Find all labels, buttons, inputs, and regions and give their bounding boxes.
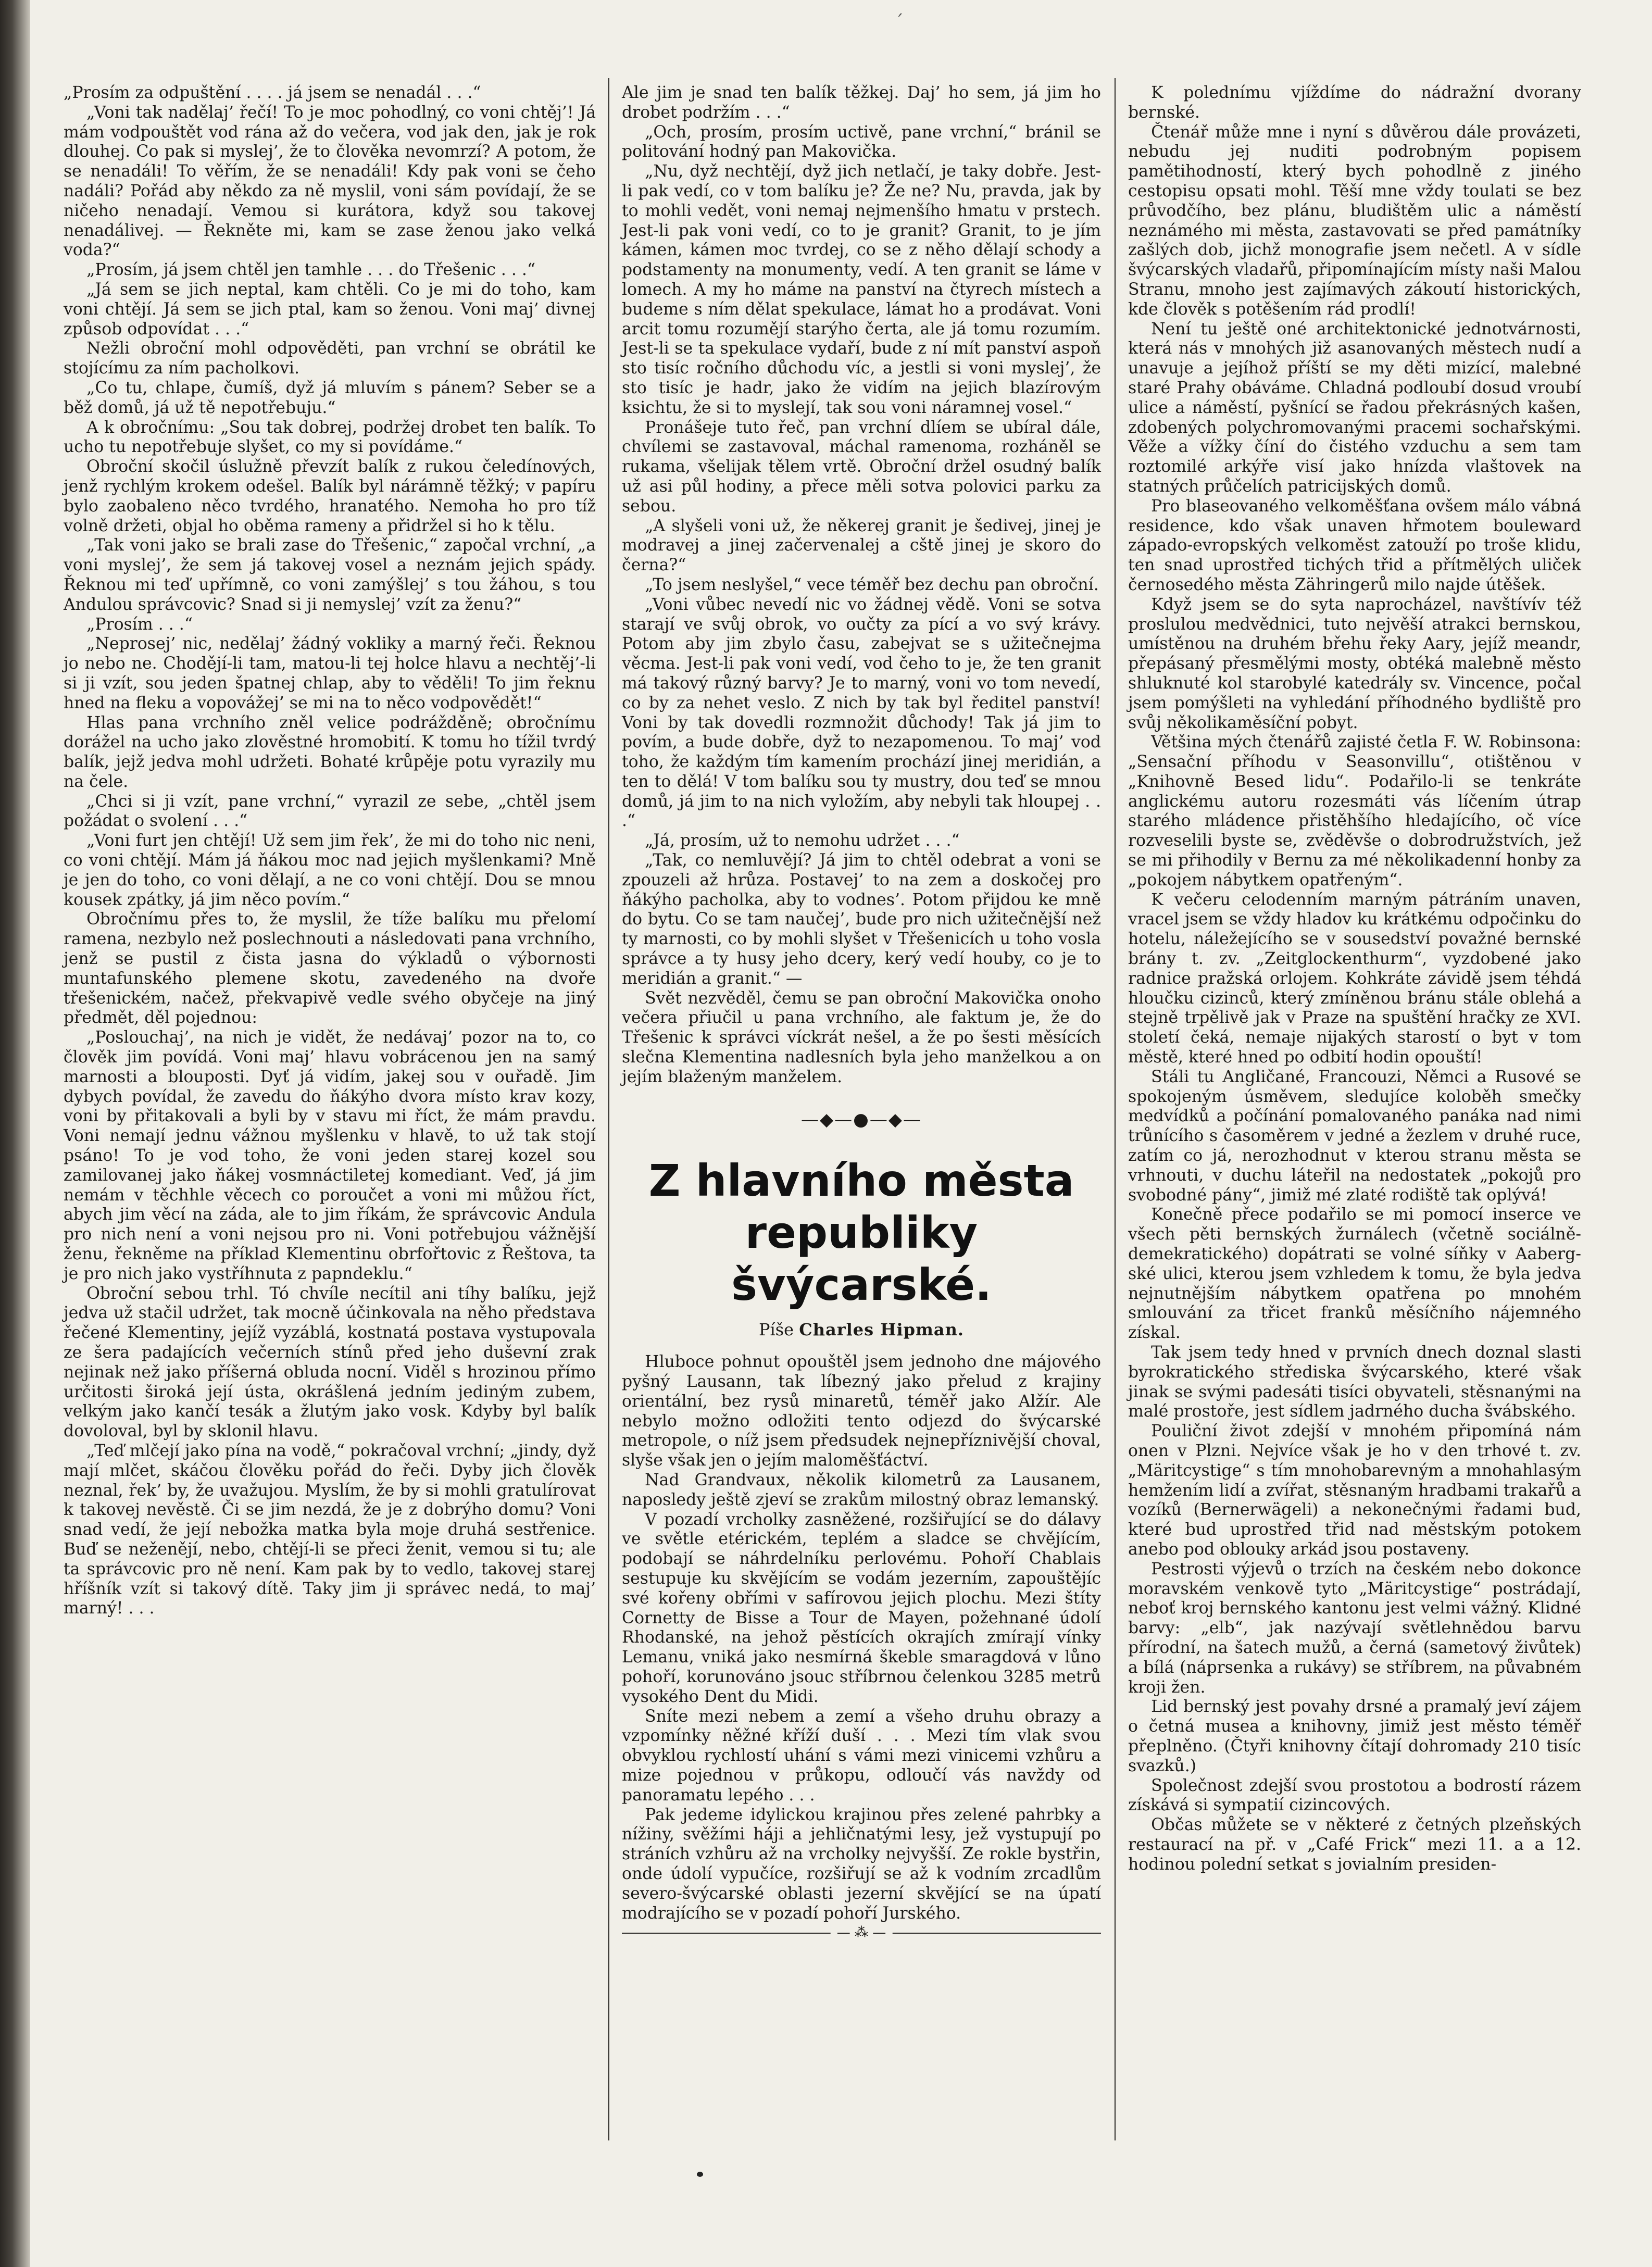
column-1 bbox=[64, 83, 596, 1619]
page-binding-edge bbox=[0, 0, 30, 2267]
paragraph: „Voni tak nadělaj’ řečí! To je moc pohodlný, co voni chtěj’! Já mám vodpouštět vod rána až do večera, vod jak den, jak je rok dlouhej. Co pak si myslej’, že to člověka nevomrzí? A potom, že se nenadáli! To věřím, že se nenadáli! Kdy pak voni se čeho nadáli? Pořád aby někdo za ně myslil, voni sám povídají, že se ničeho nenadají. Vemou si kurátora, když sou takovej nenadálivej. — Řekněte mi, kam se zase ženou jako velká voda?“ bbox=[64, 103, 596, 260]
paragraph: „Prosím, já jsem chtěl jen tamhle . . . do Třešenic . . .“ bbox=[86, 260, 536, 280]
end-rule: — ⁂ — bbox=[622, 1933, 1101, 1934]
paragraph: Svět nezvěděl, čemu se pan obroční Makovička onoho večera přiučil u pana vrchního, ale faktum je, že do Třešenic k správci víckrát nešel, a že po šesti měsících slečna Klementina nadlesních byla jeho manželkou a on jejím blaženým manželem. bbox=[622, 988, 1101, 1086]
paragraph: „Och, prosím, prosím uctivě, pane vrchní,“ bránil se politování hodný pan Makovička. bbox=[622, 122, 1101, 161]
article-headline: Z hlavního města republiky švýcarské. bbox=[648, 1155, 1074, 1311]
paragraph: Pestrosti výjevů o trzích na českém nebo dokonce moravském venkově tyto „Märitcystige“ postrádají, neboť kroj bernského kantonu jest velmi vážný. Klidné barvy: „elb“, jak nazývají světlehnědou barvu přírodní, na šatech mužů, a černá (sametový živůtek) a bílá (náprsenka a rukávy) se stříbrem, na půvabném kroji žen. bbox=[1128, 1559, 1581, 1697]
paragraph: Když jsem se do syta naprocházel, navštívív též proslulou medvědnici, tuto nejvěší atrakci bernskou, umístěnou na druhém břehu řeky Aary, jejíž meandr, přepásaný přesmělými mosty, obtéká malebně město shluknuté kol starobylé katedrály sv. Vincence, počal jsem pomýšleti na vyhledání příhodného bydliště pro svůj několikaměsíční pobyt. bbox=[1128, 595, 1581, 732]
paragraph: Čtenář může mne i nyní s důvěrou dále provázeti, nebudu jej nuditi podrobným popisem pamětihodností, který bych pohodlně z jiného cestopisu opsati mohl. Těší mne vždy toulati se bez průvodčího, bez plánu, bludištěm ulic a náměstí neznámého mi města, zastavovati se před památníky zašlých dob, jichž monografie jsem nečetl. A v sídle švýcarských vladařů, připomínajícím místy naši Malou Stranu, mnoho jest zajímavých zákoutí historických, kde člověk s potěšením rád prodlí! bbox=[1128, 122, 1581, 319]
paragraph: Tak jsem tedy hned v prvních dnech doznal slasti byrokratického střediska švýcarského, které však jinak se svými padesáti tisíci obyvateli, stěsnanými na malé prostoře, jest sídlem jadrného ducha švábského. bbox=[1128, 1343, 1581, 1421]
column-rule-1 bbox=[608, 78, 609, 2140]
paragraph: „Voni furt jen chtějí! Už sem jim řek’, že mi do toho nic neni, co voni chtějí. Mám já ňákou moc nad jejich myšlenkami? Mně je jen do toho, co voni dělají, a ne co voni chtějí. Dou se mnou kousek zpátky, já jim něco povím.“ bbox=[64, 831, 596, 909]
paragraph: „To jsem neslyšel,“ vece téměř bez dechu pan obroční. bbox=[645, 575, 1099, 594]
story-continuation bbox=[622, 83, 1101, 1087]
paragraph: Občas můžete se v některé z četných plzeňských restaurací na př. v „Café Frick“ mezi 11. a a 12. hodinou polední setkat s jovialním presiden- bbox=[1128, 1815, 1581, 1874]
paragraph: Stáli tu Angličané, Francouzi, Němci a Rusové se spokojeným úsměvem, sledujíce koloběh smečky medvídků a počínání pomalovaného panáka nad nimi trůnícího s časoměrem v jedné a žezlem v druhé ruce, zatím co já, nerozhodnut v kterou stranu města se vrhnouti, v duchu láteřil na nedostatek „pokojů pro svobodné pány“, jimiž mé zlaté rodiště tak oplývá! bbox=[1128, 1067, 1581, 1205]
paragraph: K polednímu vjíždíme do nádražní dvorany bernské. bbox=[1128, 83, 1581, 122]
paragraph: Obročnímu přes to, že myslil, že tíže balíku mu přelomí ramena, nezbylo než poslechnouti a následovati pana vrchního, jenž se pustil z čista jasna do výkladů o výbornosti muntafunského plemene skotu, zavedeného na dvoře třešenickém, načež, překvapivě vedle svého obyčeje na jiný předmět, děl pojednou: bbox=[64, 910, 596, 1028]
column-3 bbox=[1128, 83, 1581, 1875]
paragraph: V pozadí vrcholky zasněžené, rozšiřující se do dálavy ve světle etérickém, teplém a sladce se chvějícím, podobají se náhrdelníku perlovému. Pohoří Chablais sestupuje ku skvějícím se vodám jezerním, zapouštějíc své kořeny obřími v safírovou jejich plochu. Mezi štíty Cornetty de Bisse a Tour de Mayen, požehnané údolí Rhodanské, na jehož pěstících okrajích zmírají vínky Lemanu, vniká jako nesmírná škeble smaragdová v lůno pohoří, korunováno jsouc stříbrnou čelenkou 3285 metrů vysokého Dent du Midi. bbox=[622, 1510, 1101, 1706]
paragraph: Pro blaseovaného velkoměšťana ovšem málo vábná residence, kdo však unaven hřmotem bouleward západo-evropských velkoměst zatouží po troše klidu, ten snad uprostřed tichých třid a přítmělých uliček černosedého města Zähringerů milo najde útěšek. bbox=[1128, 496, 1581, 594]
paragraph: Obroční skočil úslužně převzít balík z rukou čeledínových, jenž rychlým krokem odešel. Balík byl nárámně těžký; v papíru bylo zaobaleno něco tvrdého, hranatého. Nemoha ho pro tíž volně držeti, objal ho oběma rameny a přidržel si ho k tělu. bbox=[64, 457, 596, 535]
paragraph: „Teď mlčejí jako pína na vodě,“ pokračoval vrchní; „jindy, dyž mají mlčet, skáčou člověku pořád do řeči. Dyby jich člověk neznal, řek’ by, že uvažujou. Myslím, že by si mohli gratulírovat k takovej nevěstě. Či se jim nezdá, že je z dobrýho domu? Voni snad vedí, že její nebožka matka byla moje druhá sestřenice. Buď se neženějí, nebo, chtějí-li se přeci ženit, vemou si tu; ale ta správcovic pro ně není. Kam pak by to vedlo, takovej starej hříšník vzít si takový dítě. Taky jim ji správec nedá, to maj’ marný! . . . bbox=[64, 1441, 596, 1618]
article-body bbox=[622, 1352, 1101, 1923]
paragraph: Sníte mezi nebem a zemí a všeho druhu obrazy a vzpomínky něžné kříží duší . . . Mezi tím vlak svou obvyklou rychlostí uhání s vámi mezi vinicemi vzhůru a mize pojednou v průkopu, odloučí vás navždy od panoramatu lepého . . . bbox=[622, 1707, 1101, 1805]
paragraph: Obroční sebou trhl. Tó chvíle necítil ani tíhy balíku, jejž jedva už stačil udržet, tak mocně účinkovala na něho představa řečené Klementiny, jejíž vyzáblá, kostnatá postava vystupovala ze šera padajících večerních stínů před jeho duševní zrak nejinak než jako příšerná obluda nocní. Viděl s hrozinou přímo určitosti široká její ústa, okrášlená jedním jediným zubem, velkým jako kančí tesák a žlutým jako vosk. Kdyby byl balík dovoloval, byl by sklonil hlavu. bbox=[64, 1284, 596, 1441]
paragraph: Lid bernský jest povahy drsné a pramalý jeví zájem o četná musea a knihovny, jimiž jest město téměř přeplněno. (Čtyři knihovny čítají dohromady 210 tisíc svazků.) bbox=[1128, 1697, 1581, 1775]
paragraph: Většina mých čtenářů zajisté četla F. W. Robinsona: „Sensační příhodu v Seasonvillu“, otištěnou v „Knihovně Besed lidu“. Podařilo-li se tenkráte anglickému autoru rozesmáti vás líčením útrap starého mládence přistěhšího hledajícího, oč více rozveselili byste se, zvěděvše o dobrodružstvích, jež se mi přihodily v Bernu za mé několikadenní honby za „pokojem nábytkem opatřeným“. bbox=[1128, 733, 1581, 890]
column-rule-2 bbox=[1115, 78, 1116, 2140]
paragraph: Pak jedeme idylickou krajinou přes zelené pahrbky a nížiny, svěžími háji a jehličnatými lesy, jež vystupují po stráních vzhůru až na vrcholky nejvyšší. Ze rokle bystřin, onde údolí vypučíce, rozšiřují se až k vodním zrcadlům severo-švýcarské oblasti jezerní skvějící se na úpatí modrajícího se v pozadí pohoří Jurského. bbox=[622, 1805, 1101, 1923]
column-2 bbox=[622, 83, 1101, 1941]
top-mark: ˊ bbox=[895, 11, 904, 32]
paragraph: Konečně přece podařilo se mi pomocí inserce ve všech pěti bernských žurnálech (včetně sociálně-demekratického) dopátrati se volné síňky v Aaberg-ské ulici, kterou jsem vzhledem k tomu, že byla jedva nejnutnějším nábytkem opatřena po mnohém smlouvání za třicet franků měsíčního nájemného získal. bbox=[1128, 1205, 1581, 1343]
paragraph: „Chci si ji vzít, pane vrchní,“ vyrazil ze sebe, „chtěl jsem požádat o svolení . . .“ bbox=[64, 792, 596, 831]
article-byline bbox=[622, 1320, 1101, 1340]
paragraph: „Nu, dyž nechtějí, dyž jich netlačí, je taky dobře. Jest-li pak vedí, co v tom balíku je? Že ne? Nu, pravda, jak by to mohli vedět, voni nemaj nejmenšího hmatu v prstech. Jest-li pak voni vedí, co to je granit? Granit, to je jím kámen, kámen moc tvrdej, co se z něho dělají schody a podstamenty na monumenty, vedí. A ten granit se láme v lomech. A my ho máme na panství na čtyrech místech a budeme s ním dělat spekulace, lámat ho a prodávat. Voni arcit tomu rozumějí starýho čerta, ale já tomu rozumím. Jest-li se ta spekulace vydaří, bude z ní mít panství aspoň sto tisíc ročního důchodu víc, a jestli si voni myslej’, že sto tisíc je hadr, jako že vidím na jejich blazírovým ksichtu, že si to myslejí, tak sou voni náramnej vosel.“ bbox=[622, 162, 1101, 417]
paragraph: „Tak voni jako se brali zase do Třešenic,“ započal vrchní, „a voni myslej’, že sem já takovej vosel a neznám jejich spády. Řeknou mi teď upřímně, co voni zamýšlej’ s tou žáhou, s tou Andulou správcovic? Snad si ji nemyslej’ vzít za ženu?“ bbox=[64, 536, 596, 614]
paragraph: „Prosím za odpuštění . . . . já jsem se nenadál . . .“ bbox=[64, 83, 481, 102]
paragraph: Pouliční život zdejší v mnohém připomíná nám onen v Plzni. Nejvíce však je ho v den trhové t. zv. „Märitcystige“ s tím mnohobarevným a mnohahlasým hemžením lidí a zvířat, stěsnaným hradbami trakařů a vozíků (Bernerwägeli) a nekonečnými řadami bud, které bud uprostřed třid nad městským potokem anebo pod oblouky arkád jsou postaveny. bbox=[1128, 1422, 1581, 1559]
paragraph: „A slyšeli voni už, že někerej granit je šedivej, jinej je modravej a jinej začervenalej a cště jinej je skoro do černa?“ bbox=[622, 516, 1101, 575]
paragraph: „Poslouchaj’, na nich je vidět, že nedávaj’ pozor na to, co člověk jim povídá. Voni maj’ hlavu vobrácenou jen na samý marnosti a blouposti. Dyť já vidím, jakej sou v ouřadě. Jim dybych povídal, že zavedu do ňákýho dvora místo krav kozy, voni by přitakovali a byli by v stavu mi říct, že mám pravdu. Voni nemají jednu vážnou myšlenku v hlavě, to už tak stojí psáno! To je vod toho, že voni jeden starej kozel sou zamilovanej jako ňákej vosmnáctiletej komediant. Veď, já jim nemám v těchhle věcech co poroučet a voni mi můžou říct, abych jim věcí na záda, ale to jim říkám, že správcovic Andula pro nich není a voni nejsou pro ni. Voni potřebujou vážnější ženu, řekněme na příklad Klementinu obrfořtovic z Řeštova, ta je pro nich jako vystříhnuta z papndeklu.“ bbox=[64, 1028, 596, 1283]
paragraph: „Co tu, chlape, čumíš, dyž já mluvím s pánem? Seber se a běž domů, já už tě nepotřebuju.“ bbox=[64, 378, 596, 417]
paragraph: Nad Grandvaux, několik kilometrů za Lausanem, naposledy ještě zjeví se zrakům milostný obraz lemanský. bbox=[622, 1471, 1101, 1509]
paragraph: Ale jim je snad ten balík těžkej. Daj’ ho sem, já jim ho drobet podržím . . .“ bbox=[622, 83, 1101, 122]
paragraph: Nežli obroční mohl odpověděti, pan vrchní se obrátil ke stojícímu za ním pacholkovi. bbox=[64, 339, 596, 378]
paragraph: „Tak, co nemluvějí? Já jim to chtěl odebrat a voni se zpouzeli až hrůza. Postavej’ to na zem a doskočej pro ňákýho pacholka, aby to vodnes’. Potom přijdou ke mně do bytu. Co se tam naučej’, bude pro nich užitečnější než ty marnosti, co by mohli slyšet v Třešenicích u toho vosla správce a ty husy jeho dcery, kerý vedí houby, co je to meridián a granit.“ — bbox=[622, 851, 1101, 988]
byline-prefix: Píše bbox=[758, 1320, 794, 1340]
paragraph: Není tu ještě oné architektonické jednotvárnosti, která nás v mnohých již asanovaných městech nudí a unavuje a jejíhož příští se my děti mizící, malebné staré Prahy obáváme. Chladná podloubí dosud vroubí ulice a náměstí, pyšnící se řadou překrásných kašen, zdobených polychromovanými pracemi sochařskými. Věže a vížky číní do čistého vzduchu a sem tam roztomilé arkýře visí jako hnízda vlaštovek na statných průčelích patricijských domů. bbox=[1128, 319, 1581, 496]
paragraph: Pronášeje tuto řeč, pan vrchní dlíem se ubíral dále, chvílemi se zastavoval, máchal ramenoma, rozháněl se rukama, všelijak tělem vrtě. Obroční držel osudný balík už asi půl hodiny, a přece měli sotva polovici parku za sebou. bbox=[622, 418, 1101, 516]
paragraph: K večeru celodenním marným pátráním unaven, vracel jsem se vždy hladov ku krátkému odpočinku do hotelu, náležejícího se v sousedství považné bernské brány t. zv. „Zeitglockenthurm“, vyzdobené jako radnice pražská orlojem. Kohkráte závidě jsem téhdá hloučku cizinců, který zmíněnou bránu stále oblehá a stejně trpělivě jak v Praze na spuštění hračky ze XVI. století čeká, nemaje nijakých starostí o byt v tom městě, které hned po odbití hodin opouští! bbox=[1128, 890, 1581, 1067]
byline-author: Charles Hipman. bbox=[799, 1320, 965, 1340]
paragraph: Hlas pana vrchního zněl velice podrážděně; obročnímu dorážel na ucho jako zlověstné hromobití. K tomu ho tížil tvrdý balík, jejž jedva mohl udržeti. Bohaté krůpěje potu vyrazily mu na čele. bbox=[64, 713, 596, 791]
paragraph: „Já, prosím, už to nemohu udržet . . .“ bbox=[645, 831, 960, 850]
ink-dot bbox=[697, 2172, 703, 2177]
paragraph: A k obročnímu: „Sou tak dobrej, podržej drobet ten balík. To ucho tu nepotřebuje slyšet, co my si povídáme.“ bbox=[64, 418, 596, 457]
section-ornament: —◆—●—◆— bbox=[801, 1109, 922, 1130]
paragraph: Hluboce pohnut opouštěl jsem jednoho dne májového pyšný Lausann, tak líbezný jako přelud z krajiny orientální, bez rysů minaretů, téměř jako Alžír. Ale nebylo možno odložiti tento odjezd do švýcarské metropole, o níž jsem předsudek nejnepříznivější choval, slyše však jen o jejím maloměšťáctví. bbox=[622, 1352, 1101, 1470]
paragraph: Společnost zdejší svou prostotou a bodrostí rázem získává si sympatií cizincových. bbox=[1128, 1776, 1581, 1815]
paragraph: „Já sem se jich neptal, kam chtěli. Co je mi do toho, kam voni chtějí. Já sem se jich ptal, kam so ženou. Voni maj’ divnej způsob odpovídat . . .“ bbox=[64, 280, 596, 339]
paragraph: „Neprosej’ nic, nedělaj’ žádný vokliky a marný řeči. Řeknou jo nebo ne. Chodějí-li tam, matou-li tej holce hlavu a nechtěj’-li si ji vzít, sou jeden špatnej chlap, aby to věděli! To jim řeknu hned na fleku a vopovážej’ se mi na to něco vodpovědět!“ bbox=[64, 634, 596, 712]
paragraph: „Voni vůbec nevedí nic vo žádnej vědě. Voni se sotva starají ve svůj obrok, vo oučty za pící a vo svý krávy. Potom aby jim zbylo času, zabejvat se s užitečnejma věcma. Jest-li pak voni vedí, vod čeho to je, že ten granit má takový různý barvy? Je to marný, voni vo tom nevedí, co by za nehet veslo. Z nich by tak byl ředitel panství! Voni by tak dovedli rozmnožit důchody! Tak já jim to povím, a bude dobře, dyž to nezapomenou. To maj’ vod toho, že každým tím kamením prochází jinej meridián, a ten to dělá! V tom balíku sou ty mustry, dou teď se mnou domů, já jim to na nich vyložím, aby nebyli tak hloupej . . .“ bbox=[622, 595, 1101, 831]
paragraph: „Prosím . . .“ bbox=[86, 615, 193, 634]
